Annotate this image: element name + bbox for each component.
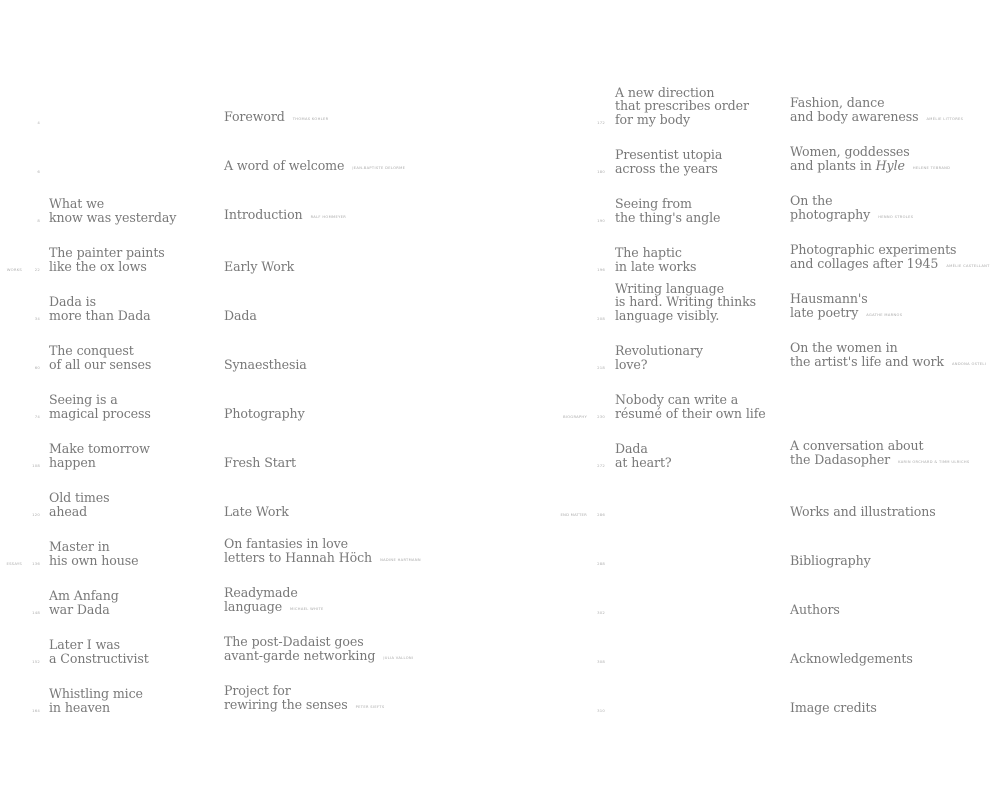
author-name: AGATHE MARNOS [866,312,903,317]
text-line: Fresh Start [224,454,296,470]
text-line: A conversation about [790,438,924,453]
text-line: and body awareness AMÉLIE LITTORES [790,108,964,124]
text-line: Dada [615,441,648,456]
author-name: THOMAS KOHLER [292,116,329,121]
text-line: Revolutionary [615,343,703,358]
text-line: Image credits [790,699,877,715]
text-line: Seeing is a [49,392,118,407]
entry-title [615,197,720,224]
toc-entry[interactable] [0,469,1000,518]
page-number: 6 [37,169,40,174]
text-line: On the [790,193,833,208]
text-line: Hausmann's [790,291,868,306]
text-line: love? [615,356,648,372]
toc-entry[interactable] [0,371,1000,420]
text-line: rewiring the senses PETER SIEFTS [224,696,385,712]
chapter-title [790,554,871,568]
toc-entry[interactable] [0,567,1000,616]
text-line: magical process [49,405,151,421]
page-number: 8 [37,218,40,223]
text-line: A word of welcome JEAN-BAPTISTE DELORME [224,157,406,173]
text-line: war Dada [49,601,110,617]
toc-entry[interactable] [0,273,1000,322]
text-line: in late works [615,258,697,274]
text-line: Make tomorrow [49,441,150,456]
chapter-title [790,505,936,519]
author-name: KARIN ORCHARD & TIMM ULRICHS [898,459,970,464]
toc-entry[interactable] [0,665,1000,714]
text-line: Nobody can write a [615,392,739,407]
text-line: Photographic experiments [790,242,957,257]
author-name: NADINE HARTMANN [380,557,421,562]
text-line: Presentist utopia [615,147,723,162]
author-name: AMÉLIE LITTORES [926,116,964,121]
entry-title [615,86,749,127]
entry-title [615,344,703,371]
text-line: A new direction [615,84,715,100]
text-line: happen [49,454,96,470]
text-line: across the years [615,160,718,176]
section-label: BIOGRAPHY [562,414,587,419]
section-label: ESSAYS [6,561,22,566]
text-line: the Dadasopher KARIN ORCHARD & TIMM ULRICHS [790,451,970,467]
text-line: The conquest [49,343,134,358]
text-line: in heaven [49,699,110,715]
author-name: JULIA VALLONI [383,655,414,660]
author-name: PETER SIEFTS [355,704,385,709]
chapter-title [790,341,986,371]
text-line: On fantasies in love [224,536,349,551]
text-line: Project for [224,683,291,698]
text-line: The haptic [615,245,682,260]
author-name: HELENE TEBRAND [912,165,951,170]
text-line: ahead [49,503,88,519]
page-number: 60 [34,365,40,370]
text-line: late poetry AGATHE MARNOS [790,304,903,320]
text-line: a Constructivist [49,650,149,666]
entry-title [615,393,766,420]
page-number: 208 [597,316,605,321]
text-line: Photography [224,405,305,421]
page-number: 190 [597,218,605,223]
page-number: 308 [597,659,605,664]
text-line: of all our senses [49,356,152,372]
text-line: Seeing from [615,196,692,211]
text-line: and collages after 1945 AMÉLIE CASTELLANT [790,255,990,271]
text-line: Am Anfang [49,588,119,603]
italic-text: Hyle [875,157,905,173]
text-line: that prescribes order [615,98,749,113]
page-number: 310 [597,708,605,713]
chapter-title [790,652,913,666]
page-number: 152 [32,659,40,664]
text-line: Authors [790,601,840,617]
text-line: Dada [224,307,257,323]
text-line: On the women in [790,340,898,355]
text-line: is hard. Writing thinks [615,294,756,309]
text-line: Acknowledgements [790,650,913,666]
toc-entry[interactable] [0,175,1000,224]
chapter-title [790,243,990,273]
chapter-title [790,603,840,617]
text-line: The painter paints [49,245,165,260]
chapter-title [790,292,902,322]
text-line: at heart? [615,454,672,470]
text-line: Old times [49,490,110,505]
text-line: Bibliography [790,552,871,568]
text-line: Master in [49,539,110,554]
page-number: 302 [597,610,605,615]
entry-title [615,148,722,175]
text-line: Works and illustrations [790,503,936,519]
text-line: Synaesthesia [224,356,307,372]
author-name: AMÉLIE CASTELLANT [946,263,990,268]
toc-entry[interactable] [0,77,1000,126]
page-number: 218 [597,365,605,370]
text-line: Late Work [224,503,289,519]
page-number: 136 [32,561,40,566]
text-line: Whistling mice [49,686,143,701]
text-line: language visibly. [615,307,720,323]
text-line: Early Work [224,258,295,274]
toc-entry[interactable] [0,322,1000,371]
page-number: 288 [597,561,605,566]
entry-title [615,442,672,469]
page-number: 148 [32,610,40,615]
section-label: WORKS [6,267,22,272]
chapter-title [790,96,963,126]
text-line: for my body [615,111,691,127]
text-line: avant-garde networking JULIA VALLONI [224,647,414,663]
author-name: JEAN-BAPTISTE DELORME [352,165,406,170]
page-number: 272 [597,463,605,468]
author-name: MICHAEL WHITE [290,606,324,611]
page-number: 108 [32,463,40,468]
text-line: photography HENNO STROLES [790,206,914,222]
text-line: Introduction RALF HOMMEYER [224,206,347,222]
text-line: know was yesterday [49,209,177,225]
text-line: like the ox lows [49,258,147,274]
entry-title [615,246,696,273]
text-line: the artist's life and work ANDONA OSTELI [790,353,987,369]
author-name: ANDONA OSTELI [951,361,987,366]
text-line: Foreword THOMAS KOHLER [224,108,329,124]
page-number: 164 [32,708,40,713]
chapter-title [790,194,913,224]
toc-entry[interactable] [0,420,1000,469]
text-line: The post-Dadaist goes [224,634,364,649]
page-number: 120 [32,512,40,517]
toc-entry[interactable] [0,224,1000,273]
text-line: letters to Hannah Höch NADINE HARTMANN [224,549,421,565]
text-line: résumé of their own life [615,405,766,421]
toc-entry[interactable] [0,126,1000,175]
page-number: 4 [37,120,40,125]
toc-entry[interactable] [0,616,1000,665]
chapter-title [790,439,970,469]
page-number: 286 [597,512,605,517]
author-name: HENNO STROLES [878,214,914,219]
page-number: 74 [34,414,40,419]
text-line: the thing's angle [615,209,721,225]
text-line: Writing language [615,280,724,296]
page-number: 172 [597,120,605,125]
text-line: Dada is [49,294,96,309]
section-label: END MATTER [560,512,587,517]
text-line: and plants in Hyle HELENE TEBRAND [790,157,951,173]
text-line: Fashion, dance [790,95,885,110]
page-number: 196 [597,267,605,272]
page-number: 230 [597,414,605,419]
page-number: 34 [34,316,40,321]
entry-title [615,282,756,323]
text-line: his own house [49,552,139,568]
chapter-title [790,701,877,715]
text-line: language MICHAEL WHITE [224,598,324,614]
text-line: Readymade [224,585,298,600]
author-name: RALF HOMMEYER [310,214,347,219]
page-number: 180 [597,169,605,174]
page-number: 22 [34,267,40,272]
text-line: Women, goddesses [790,144,910,159]
toc-entry[interactable] [0,518,1000,567]
text-line: more than Dada [49,307,151,323]
text-line: Later I was [49,637,121,652]
text-line: What we [49,196,105,211]
toc-right-column [0,77,1000,714]
chapter-title [790,145,950,175]
